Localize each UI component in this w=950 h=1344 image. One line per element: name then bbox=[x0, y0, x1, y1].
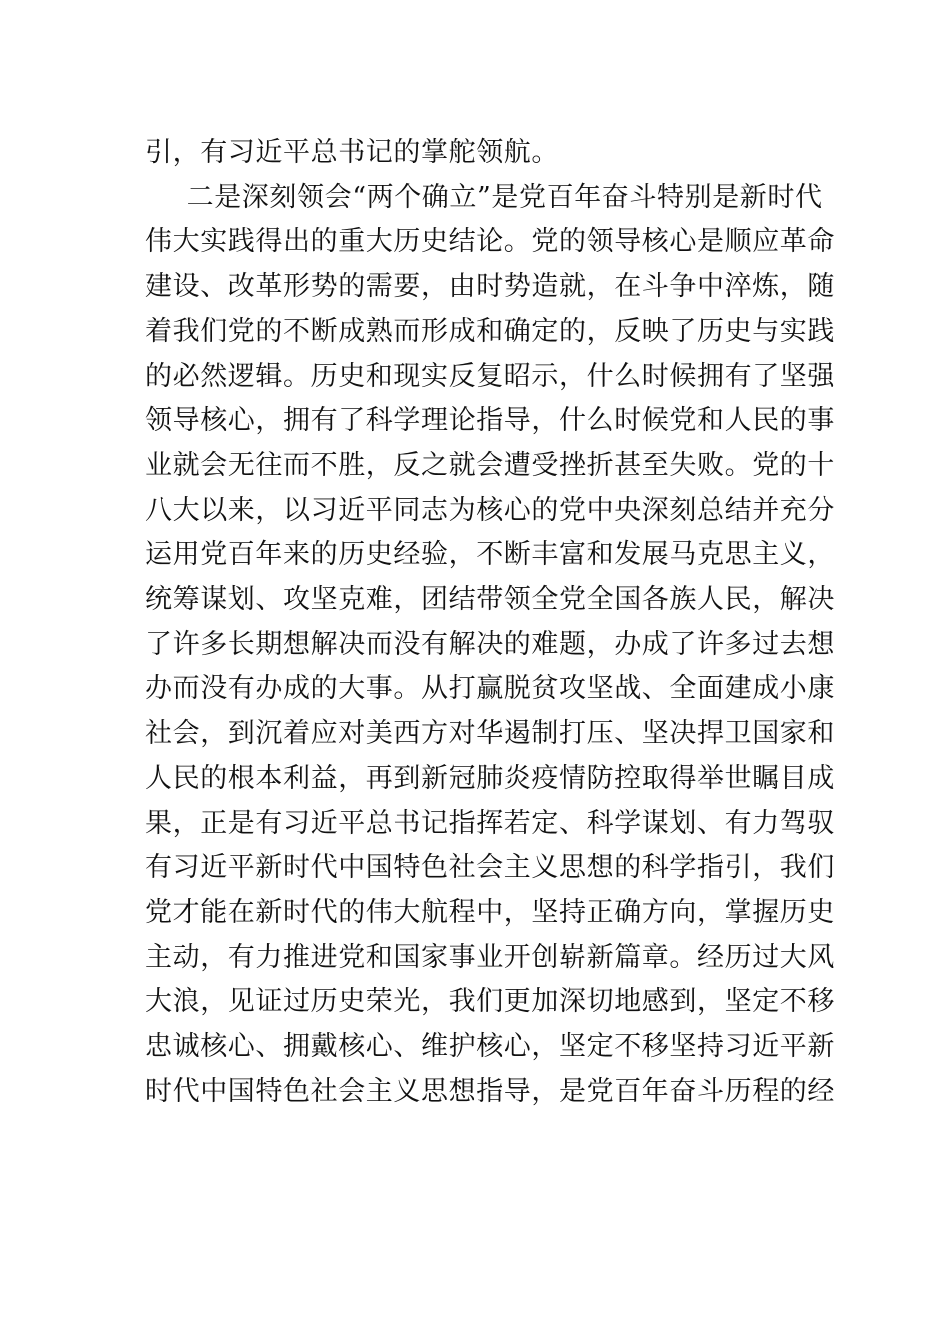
text-line: 忠诚核心、拥戴核心、维护核心，坚定不移坚持习近平新 bbox=[145, 1031, 835, 1063]
text-line: 运用党百年来的历史经验，不断丰富和发展马克思主义， bbox=[145, 539, 835, 571]
text-line: 党才能在新时代的伟大航程中，坚持正确方向，掌握历史 bbox=[145, 896, 835, 928]
text-line: 大浪，见证过历史荣光，我们更加深切地感到，坚定不移 bbox=[145, 986, 835, 1018]
text-line: 果，正是有习近平总书记指挥若定、科学谋划、有力驾驭 bbox=[145, 807, 835, 839]
text-line: 二是深刻领会“两个确立”是党百年奋斗特别是新时代 bbox=[159, 181, 823, 213]
text-line: 建设、改革形势的需要，由时势造就，在斗争中淬炼，随 bbox=[145, 271, 835, 303]
text-line: 着我们党的不断成熟而形成和确定的，反映了历史与实践 bbox=[145, 315, 835, 347]
text-line: 领导核心，拥有了科学理论指导，什么时候党和人民的事 bbox=[145, 405, 835, 437]
text-line: 了许多长期想解决而没有解决的难题，办成了许多过去想 bbox=[145, 628, 835, 660]
text-line: 的必然逻辑。历史和现实反复昭示，什么时候拥有了坚强 bbox=[145, 360, 835, 392]
text-line: 主动，有力推进党和国家事业开创崭新篇章。经历过大风 bbox=[145, 941, 835, 973]
text-line: 人民的根本利益，再到新冠肺炎疫情防控取得举世瞩目成 bbox=[145, 762, 835, 794]
text-line: 引，有习近平总书记的掌舵领航。 bbox=[145, 137, 559, 168]
text-line: 有习近平新时代中国特色社会主义思想的科学指引，我们 bbox=[145, 852, 835, 884]
text-line: 办而没有办成的大事。从打赢脱贫攻坚战、全面建成小康 bbox=[145, 673, 835, 705]
text-line: 业就会无往而不胜，反之就会遭受挫折甚至失败。党的十 bbox=[145, 449, 835, 481]
text-line: 时代中国特色社会主义思想指导，是党百年奋斗历程的经 bbox=[145, 1075, 835, 1107]
text-line: 统筹谋划、攻坚克难，团结带领全党全国各族人民，解决 bbox=[145, 584, 835, 616]
text-line: 社会，到沉着应对美西方对华遏制打压、坚决捍卫国家和 bbox=[145, 718, 835, 750]
text-line: 伟大实践得出的重大历史结论。党的领导核心是顺应革命 bbox=[145, 226, 835, 258]
body-text bbox=[145, 131, 835, 1114]
text-line: 八大以来，以习近平同志为核心的党中央深刻总结并充分 bbox=[145, 494, 835, 526]
